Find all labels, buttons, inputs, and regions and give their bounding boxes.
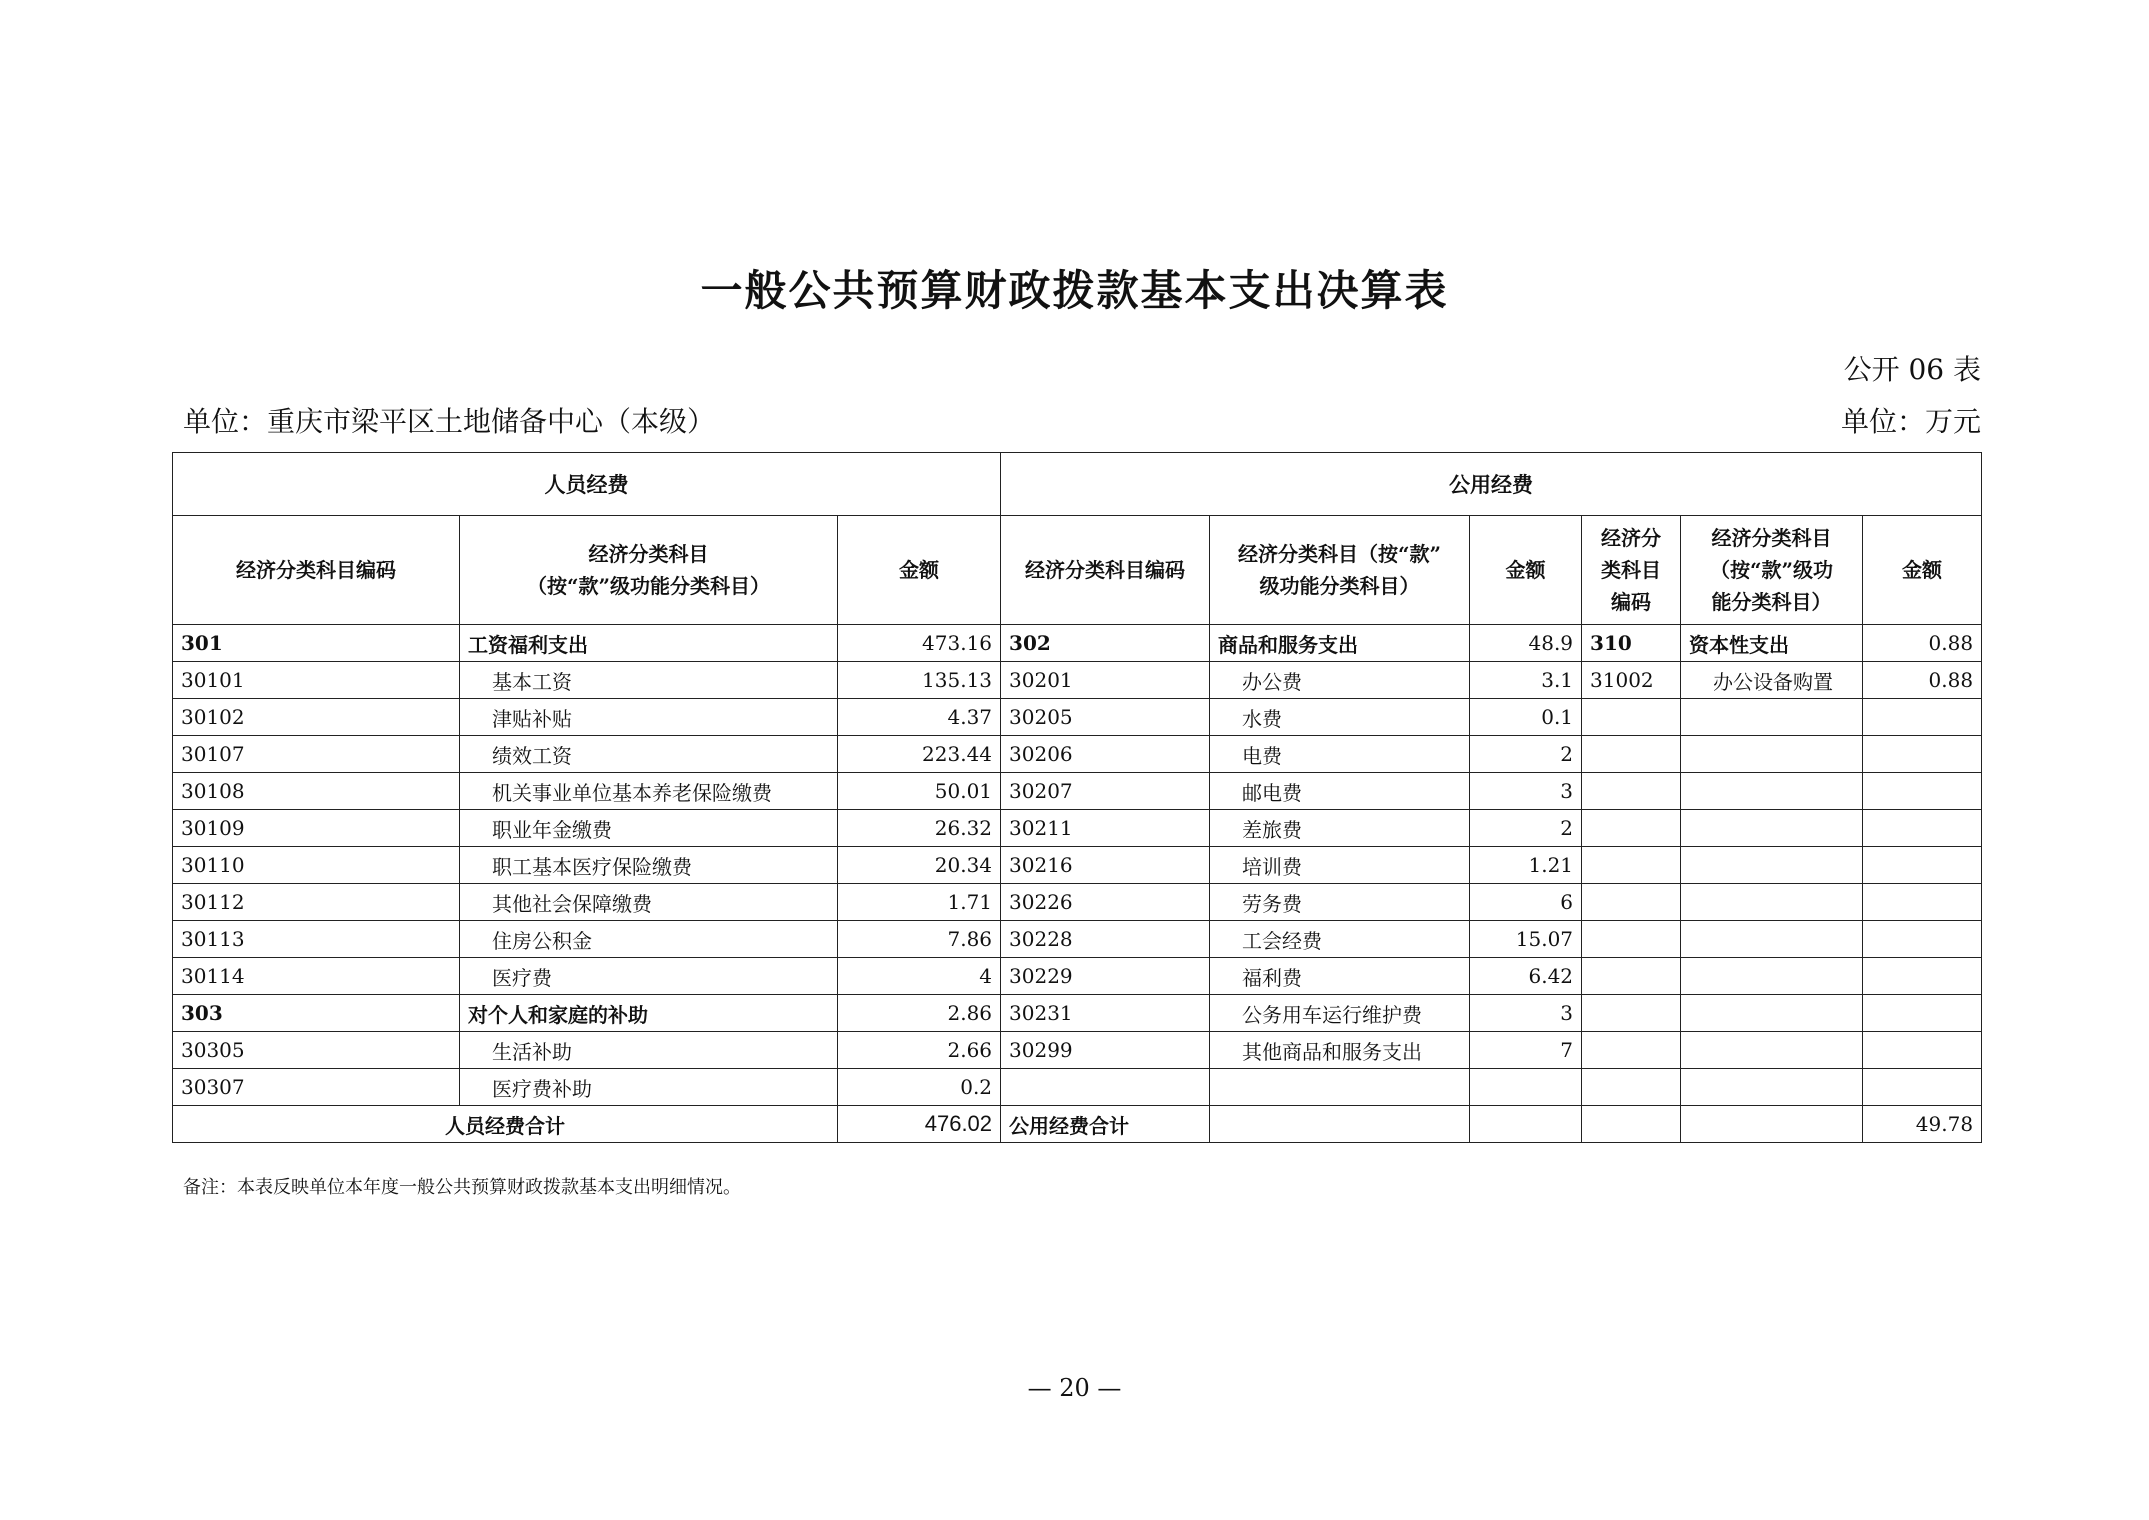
cell-subject-capital <box>1681 1069 1863 1106</box>
cell-amount-personnel: 26.32 <box>838 810 1001 847</box>
header-subject-capital-line3: 能分类科目） <box>1711 590 1832 614</box>
cell-subject-public: 其他商品和服务支出 <box>1210 1032 1470 1069</box>
cell-code-public: 30229 <box>1001 958 1210 995</box>
section-personnel: 人员经费 <box>173 453 1001 516</box>
footnote: 备注：本表反映单位本年度一般公共预算财政拨款基本支出明细情况。 <box>183 1177 741 1198</box>
cell-subject-capital: 资本性支出 <box>1681 625 1863 662</box>
cell-subject-personnel: 医疗费 <box>460 958 838 995</box>
column-header-row <box>173 516 1982 625</box>
cell-code-public: 30216 <box>1001 847 1210 884</box>
cell-amount-public: 6.42 <box>1470 958 1582 995</box>
cell-subject-capital <box>1681 736 1863 773</box>
cell-amount-public: 2 <box>1470 736 1582 773</box>
cell-code-personnel: 30113 <box>173 921 460 958</box>
cell-code-capital <box>1582 1069 1681 1106</box>
header-code-capital-line1: 经济分 <box>1601 526 1662 550</box>
cell-amount-personnel: 135.13 <box>838 662 1001 699</box>
header-subject-personnel-line2: （按“款”级功能分类科目） <box>526 574 770 598</box>
cell-code-public: 30207 <box>1001 773 1210 810</box>
cell-code-personnel: 30109 <box>173 810 460 847</box>
header-subject-capital <box>1681 516 1863 625</box>
cell-subject-personnel: 基本工资 <box>460 662 838 699</box>
form-number: 公开 06 表 <box>1843 353 1981 386</box>
cell-code-public: 30205 <box>1001 699 1210 736</box>
cell-amount-personnel: 2.86 <box>838 995 1001 1032</box>
expenditure-table <box>172 452 1982 1143</box>
cell-amount-public: 6 <box>1470 884 1582 921</box>
cell-amount-capital <box>1863 958 1982 995</box>
cell-amount-capital <box>1863 995 1982 1032</box>
cell-amount-public: 0.1 <box>1470 699 1582 736</box>
totals-row <box>173 1106 1982 1143</box>
header-subject-personnel <box>460 516 838 625</box>
table-row <box>173 995 1982 1032</box>
table-row <box>173 1069 1982 1106</box>
cell-subject-personnel: 职业年金缴费 <box>460 810 838 847</box>
table-row <box>173 847 1982 884</box>
cell-subject-capital <box>1681 773 1863 810</box>
cell-amount-personnel: 223.44 <box>838 736 1001 773</box>
empty-cell <box>1210 1106 1470 1143</box>
header-subject-capital-line1: 经济分类科目 <box>1711 526 1832 550</box>
cell-amount-public: 7 <box>1470 1032 1582 1069</box>
cell-subject-capital <box>1681 847 1863 884</box>
section-public: 公用经费 <box>1001 453 1982 516</box>
cell-code-public: 30299 <box>1001 1032 1210 1069</box>
cell-code-public: 30231 <box>1001 995 1210 1032</box>
table-row <box>173 736 1982 773</box>
section-header-row <box>173 453 1982 516</box>
cell-subject-public: 福利费 <box>1210 958 1470 995</box>
cell-subject-capital <box>1681 699 1863 736</box>
cell-subject-capital <box>1681 1032 1863 1069</box>
cell-code-public: 30228 <box>1001 921 1210 958</box>
cell-subject-personnel: 其他社会保障缴费 <box>460 884 838 921</box>
public-total-label: 公用经费合计 <box>1001 1106 1210 1143</box>
cell-amount-public: 2 <box>1470 810 1582 847</box>
cell-code-capital <box>1582 810 1681 847</box>
cell-amount-public: 48.9 <box>1470 625 1582 662</box>
cell-code-capital: 310 <box>1582 625 1681 662</box>
header-code-capital-line3: 编码 <box>1611 590 1652 614</box>
cell-subject-public: 水费 <box>1210 699 1470 736</box>
cell-code-capital <box>1582 884 1681 921</box>
table-row <box>173 625 1982 662</box>
cell-subject-public: 公务用车运行维护费 <box>1210 995 1470 1032</box>
cell-code-capital <box>1582 847 1681 884</box>
cell-code-public <box>1001 1069 1210 1106</box>
table-row <box>173 810 1982 847</box>
cell-subject-capital: 办公设备购置 <box>1681 662 1863 699</box>
unit-organization: 单位：重庆市梁平区土地储备中心（本级） <box>183 405 716 438</box>
header-subject-personnel-line1: 经济分类科目 <box>588 542 709 566</box>
unit-currency: 单位：万元 <box>1840 405 1981 438</box>
table-row <box>173 662 1982 699</box>
header-amount-personnel: 金额 <box>838 516 1001 625</box>
cell-amount-personnel: 473.16 <box>838 625 1001 662</box>
cell-code-personnel: 301 <box>173 625 460 662</box>
cell-subject-public: 办公费 <box>1210 662 1470 699</box>
cell-code-public: 30206 <box>1001 736 1210 773</box>
cell-subject-personnel: 工资福利支出 <box>460 625 838 662</box>
cell-code-capital <box>1582 736 1681 773</box>
cell-subject-public: 邮电费 <box>1210 773 1470 810</box>
table-row <box>173 921 1982 958</box>
cell-subject-personnel: 绩效工资 <box>460 736 838 773</box>
header-subject-public <box>1210 516 1470 625</box>
cell-subject-capital <box>1681 921 1863 958</box>
cell-amount-public: 15.07 <box>1470 921 1582 958</box>
cell-subject-personnel: 医疗费补助 <box>460 1069 838 1106</box>
cell-amount-personnel: 4 <box>838 958 1001 995</box>
page-number: — 20 — <box>1027 1374 1122 1402</box>
cell-amount-capital <box>1863 810 1982 847</box>
cell-subject-public: 差旅费 <box>1210 810 1470 847</box>
personnel-total-label: 人员经费合计 <box>173 1106 838 1143</box>
cell-code-personnel: 30114 <box>173 958 460 995</box>
cell-code-personnel: 30101 <box>173 662 460 699</box>
cell-amount-personnel: 1.71 <box>838 884 1001 921</box>
header-subject-public-line2: 级功能分类科目） <box>1259 574 1420 598</box>
cell-subject-capital <box>1681 884 1863 921</box>
empty-cell <box>1470 1106 1582 1143</box>
cell-subject-public: 劳务费 <box>1210 884 1470 921</box>
cell-amount-capital: 0.88 <box>1863 662 1982 699</box>
personnel-total-value: 476.02 <box>838 1106 1001 1143</box>
cell-amount-public: 3 <box>1470 773 1582 810</box>
table-row <box>173 1032 1982 1069</box>
empty-cell <box>1582 1106 1681 1143</box>
cell-code-personnel: 30305 <box>173 1032 460 1069</box>
cell-subject-personnel: 生活补助 <box>460 1032 838 1069</box>
cell-amount-public: 1.21 <box>1470 847 1582 884</box>
cell-code-capital <box>1582 921 1681 958</box>
cell-amount-capital <box>1863 736 1982 773</box>
cell-subject-personnel: 住房公积金 <box>460 921 838 958</box>
cell-code-personnel: 30108 <box>173 773 460 810</box>
cell-subject-capital <box>1681 810 1863 847</box>
cell-amount-capital <box>1863 847 1982 884</box>
cell-subject-capital <box>1681 958 1863 995</box>
cell-subject-public: 商品和服务支出 <box>1210 625 1470 662</box>
header-amount-public: 金额 <box>1470 516 1582 625</box>
cell-amount-personnel: 7.86 <box>838 921 1001 958</box>
cell-code-public: 302 <box>1001 625 1210 662</box>
cell-code-public: 30211 <box>1001 810 1210 847</box>
cell-subject-public: 电费 <box>1210 736 1470 773</box>
cell-subject-public <box>1210 1069 1470 1106</box>
cell-amount-capital <box>1863 921 1982 958</box>
cell-code-capital <box>1582 958 1681 995</box>
cell-code-capital <box>1582 699 1681 736</box>
table-row <box>173 958 1982 995</box>
cell-subject-public: 工会经费 <box>1210 921 1470 958</box>
cell-code-personnel: 30307 <box>173 1069 460 1106</box>
cell-amount-capital <box>1863 1032 1982 1069</box>
cell-code-personnel: 30112 <box>173 884 460 921</box>
cell-amount-personnel: 0.2 <box>838 1069 1001 1106</box>
cell-amount-personnel: 50.01 <box>838 773 1001 810</box>
cell-code-personnel: 303 <box>173 995 460 1032</box>
table-row <box>173 773 1982 810</box>
cell-amount-personnel: 20.34 <box>838 847 1001 884</box>
cell-amount-public: 3 <box>1470 995 1582 1032</box>
cell-code-capital <box>1582 773 1681 810</box>
cell-amount-capital <box>1863 699 1982 736</box>
cell-code-capital <box>1582 1032 1681 1069</box>
header-subject-public-line1: 经济分类科目（按“款” <box>1238 542 1442 566</box>
header-code-personnel-text: 经济分类科目编码 <box>236 558 396 582</box>
header-code-personnel <box>173 516 460 625</box>
cell-code-public: 30201 <box>1001 662 1210 699</box>
header-code-capital <box>1582 516 1681 625</box>
cell-amount-public: 3.1 <box>1470 662 1582 699</box>
table-row <box>173 884 1982 921</box>
cell-code-personnel: 30102 <box>173 699 460 736</box>
cell-subject-personnel: 对个人和家庭的补助 <box>460 995 838 1032</box>
cell-code-capital <box>1582 995 1681 1032</box>
header-amount-capital: 金额 <box>1863 516 1982 625</box>
cell-subject-personnel: 职工基本医疗保险缴费 <box>460 847 838 884</box>
cell-subject-public: 培训费 <box>1210 847 1470 884</box>
header-code-public: 经济分类科目编码 <box>1001 516 1210 625</box>
page-title: 一般公共预算财政拨款基本支出决算表 <box>700 266 1449 315</box>
header-code-capital-line2: 类科目 <box>1601 558 1662 582</box>
cell-amount-capital <box>1863 1069 1982 1106</box>
table-row <box>173 699 1982 736</box>
public-total-value: 49.78 <box>1863 1106 1982 1143</box>
header-subject-capital-line2: （按“款”级功 <box>1710 558 1834 582</box>
cell-code-capital: 31002 <box>1582 662 1681 699</box>
cell-amount-capital: 0.88 <box>1863 625 1982 662</box>
cell-subject-personnel: 机关事业单位基本养老保险缴费 <box>460 773 838 810</box>
cell-code-personnel: 30107 <box>173 736 460 773</box>
cell-code-public: 30226 <box>1001 884 1210 921</box>
empty-cell <box>1681 1106 1863 1143</box>
cell-subject-personnel: 津贴补贴 <box>460 699 838 736</box>
cell-amount-personnel: 4.37 <box>838 699 1001 736</box>
cell-code-personnel: 30110 <box>173 847 460 884</box>
cell-amount-capital <box>1863 773 1982 810</box>
cell-amount-capital <box>1863 884 1982 921</box>
cell-subject-capital <box>1681 995 1863 1032</box>
cell-amount-public <box>1470 1069 1582 1106</box>
cell-amount-personnel: 2.66 <box>838 1032 1001 1069</box>
